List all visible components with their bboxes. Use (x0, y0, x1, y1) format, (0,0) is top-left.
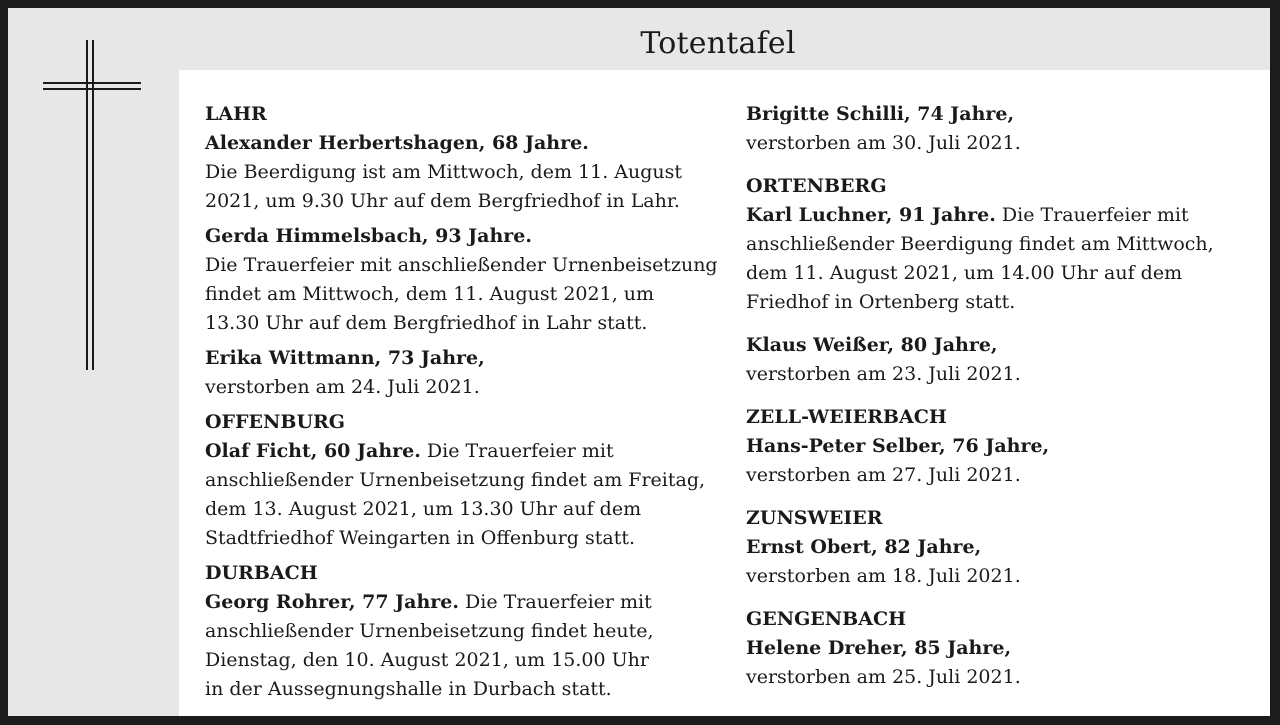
place-heading: OFFENBURG (205, 411, 346, 433)
entry-first-line (746, 634, 1246, 663)
entry-text-line: 13.30 Uhr auf dem Bergfriedhof in Lahr statt. (205, 312, 648, 334)
entry-text-line: anschließender Urnenbeisetzung findet am Freitag, (205, 469, 706, 491)
deceased-name: Ernst Obert, 82 Jahre, (746, 536, 982, 558)
deceased-name: Alexander Herbertshagen, 68 Jahre. (205, 132, 589, 154)
place-heading: LAHR (205, 103, 267, 125)
entry-first-line (746, 432, 1246, 461)
obituary-entry (746, 201, 1246, 317)
right-column (746, 100, 1246, 706)
entry-text-line: Friedhof in Ortenberg statt. (746, 291, 1016, 313)
entry-first-line (205, 437, 725, 466)
entry-text-line: dem 11. August 2021, um 14.00 Uhr auf dem (746, 262, 1183, 284)
entry-first-line (746, 533, 1246, 562)
entry-text-line: Die Beerdigung ist am Mittwoch, dem 11. August (205, 161, 683, 183)
entry-text-line: dem 13. August 2021, um 13.30 Uhr auf dem (205, 498, 642, 520)
place-heading: GENGENBACH (746, 608, 907, 630)
obituary-entry (205, 129, 725, 216)
entry-first-line (746, 100, 1246, 129)
entry-text: Die Trauerfeier mit (459, 591, 652, 613)
deceased-name: Olaf Ficht, 60 Jahre. (205, 440, 421, 462)
place-heading: DURBACH (205, 562, 318, 584)
entry-text-line: Dienstag, den 10. August 2021, um 15.00 Uhr (205, 649, 649, 671)
deceased-name: Hans-Peter Selber, 76 Jahre, (746, 435, 1050, 457)
obituary-entry (746, 331, 1246, 389)
obituary-entry (746, 100, 1246, 158)
obituary-entry (205, 437, 725, 553)
left-column (205, 100, 725, 710)
entry-text-line: findet am Mittwoch, dem 11. August 2021, um (205, 283, 655, 305)
entry-first-line (205, 129, 725, 158)
entry-first-line (205, 222, 725, 251)
obituary-entry (205, 222, 725, 338)
deceased-name: Helene Dreher, 85 Jahre, (746, 637, 1012, 659)
place-heading: ZUNSWEIER (746, 507, 883, 529)
obituary-entry (746, 634, 1246, 692)
deceased-name: Gerda Himmelsbach, 93 Jahre. (205, 225, 533, 247)
entry-text-line: verstorben am 23. Juli 2021. (746, 363, 1021, 385)
entry-text-line: Stadtfriedhof Weingarten in Offenburg statt. (205, 527, 636, 549)
page-title: Totentafel (640, 26, 796, 61)
obituary-entry (205, 344, 725, 402)
entry-text-line: Die Trauerfeier mit anschließender Urnenbeisetzung (205, 254, 718, 276)
entry-first-line (205, 588, 725, 617)
obituary-content (179, 70, 1270, 716)
entry-text-line: anschließender Beerdigung findet am Mittwoch, (746, 233, 1214, 255)
entry-first-line (746, 201, 1246, 230)
place-heading: ORTENBERG (746, 175, 887, 197)
deceased-name: Klaus Weißer, 80 Jahre, (746, 334, 998, 356)
obituary-entry (205, 588, 725, 704)
entry-text-line: anschließender Urnenbeisetzung findet heute, (205, 620, 654, 642)
deceased-name: Brigitte Schilli, 74 Jahre, (746, 103, 1015, 125)
deceased-name: Georg Rohrer, 77 Jahre. (205, 591, 460, 613)
deceased-name: Erika Wittmann, 73 Jahre, (205, 347, 485, 369)
obituary-entry (746, 533, 1246, 591)
entry-text-line: verstorben am 27. Juli 2021. (746, 464, 1021, 486)
entry-text-line: verstorben am 18. Juli 2021. (746, 565, 1021, 587)
deceased-name: Karl Luchner, 91 Jahre. (746, 204, 996, 226)
place-heading: ZELL-WEIERBACH (746, 406, 947, 428)
entry-text-line: in der Aussegnungshalle in Durbach statt. (205, 678, 612, 700)
entry-text: Die Trauerfeier mit (420, 440, 614, 462)
entry-text-line: verstorben am 30. Juli 2021. (746, 132, 1021, 154)
entry-first-line (746, 331, 1246, 360)
entry-first-line (205, 344, 725, 373)
entry-text: Die Trauerfeier mit (995, 204, 1189, 226)
entry-text-line: verstorben am 24. Juli 2021. (205, 376, 480, 398)
obituary-entry (746, 432, 1246, 490)
entry-text-line: verstorben am 25. Juli 2021. (746, 666, 1021, 688)
entry-text-line: 2021, um 9.30 Uhr auf dem Bergfriedhof in Lahr. (205, 190, 680, 212)
obituary-frame (8, 8, 1270, 716)
